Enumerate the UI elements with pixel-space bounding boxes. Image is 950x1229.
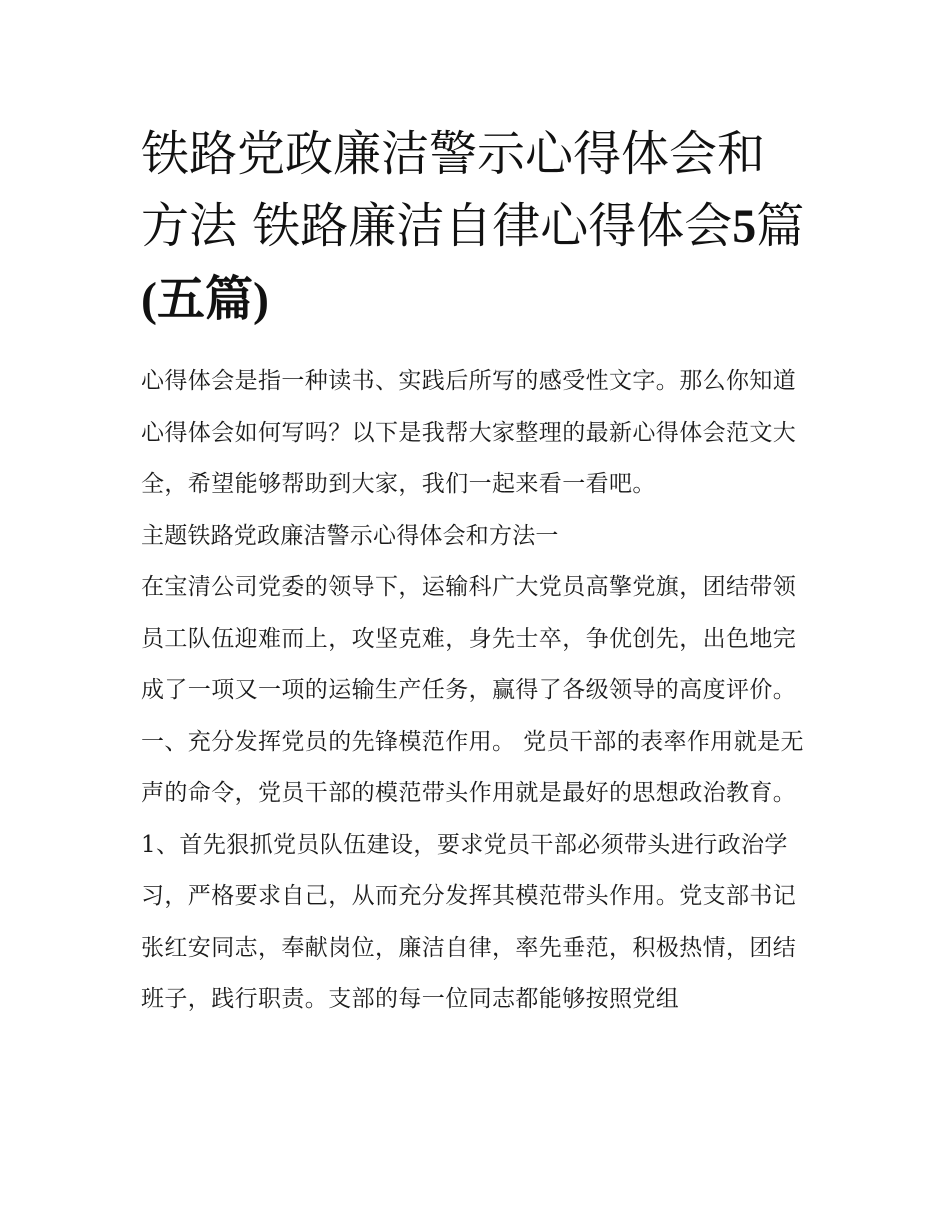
title-text-suffix: 篇 bbox=[756, 198, 805, 254]
title-parenthetical: (五篇) bbox=[141, 273, 269, 326]
document-title bbox=[141, 118, 811, 336]
title-number: 5 bbox=[732, 200, 757, 253]
title-text: 铁路党政廉洁警示心得体会和方法 铁路廉洁自律心得体会 bbox=[141, 126, 766, 254]
body-paragraph: 1、首先狠抓党员队伍建设，要求党员干部必须带头进行政治学习，严格要求自己，从而充分发挥其模范带头作用。党支部书记张红安同志，奉献岗位，廉洁自律，率先垂范，积极热情，团结班子，践行职责。支部的每一位同志都能够按照党组 bbox=[141, 831, 797, 1012]
body-paragraph: 在宝清公司党委的领导下，运输科广大党员高擎党旗，团结带领员工队伍迎难而上，攻坚克难，身先士卒，争优创先，出色地完成了一项又一项的运输生产任务，赢得了各级领导的高度评价。 bbox=[141, 574, 797, 703]
document-content bbox=[141, 118, 811, 1026]
section-heading: 主题铁路党政廉洁警示心得体会和方法一 bbox=[141, 522, 559, 549]
intro-paragraph: 心得体会是指一种读书、实践后所写的感受性文字。那么你知道心得体会如何写吗？以下是我帮大家整理的最新心得体会范文大全，希望能够帮助到大家，我们一起来看一看吧。 bbox=[141, 368, 797, 497]
body-paragraph: 一、充分发挥党员的先锋模范作用。 党员干部的表率作用就是无声的命令，党员干部的模范带头作用就是最好的思想政治教育。 bbox=[141, 728, 804, 806]
